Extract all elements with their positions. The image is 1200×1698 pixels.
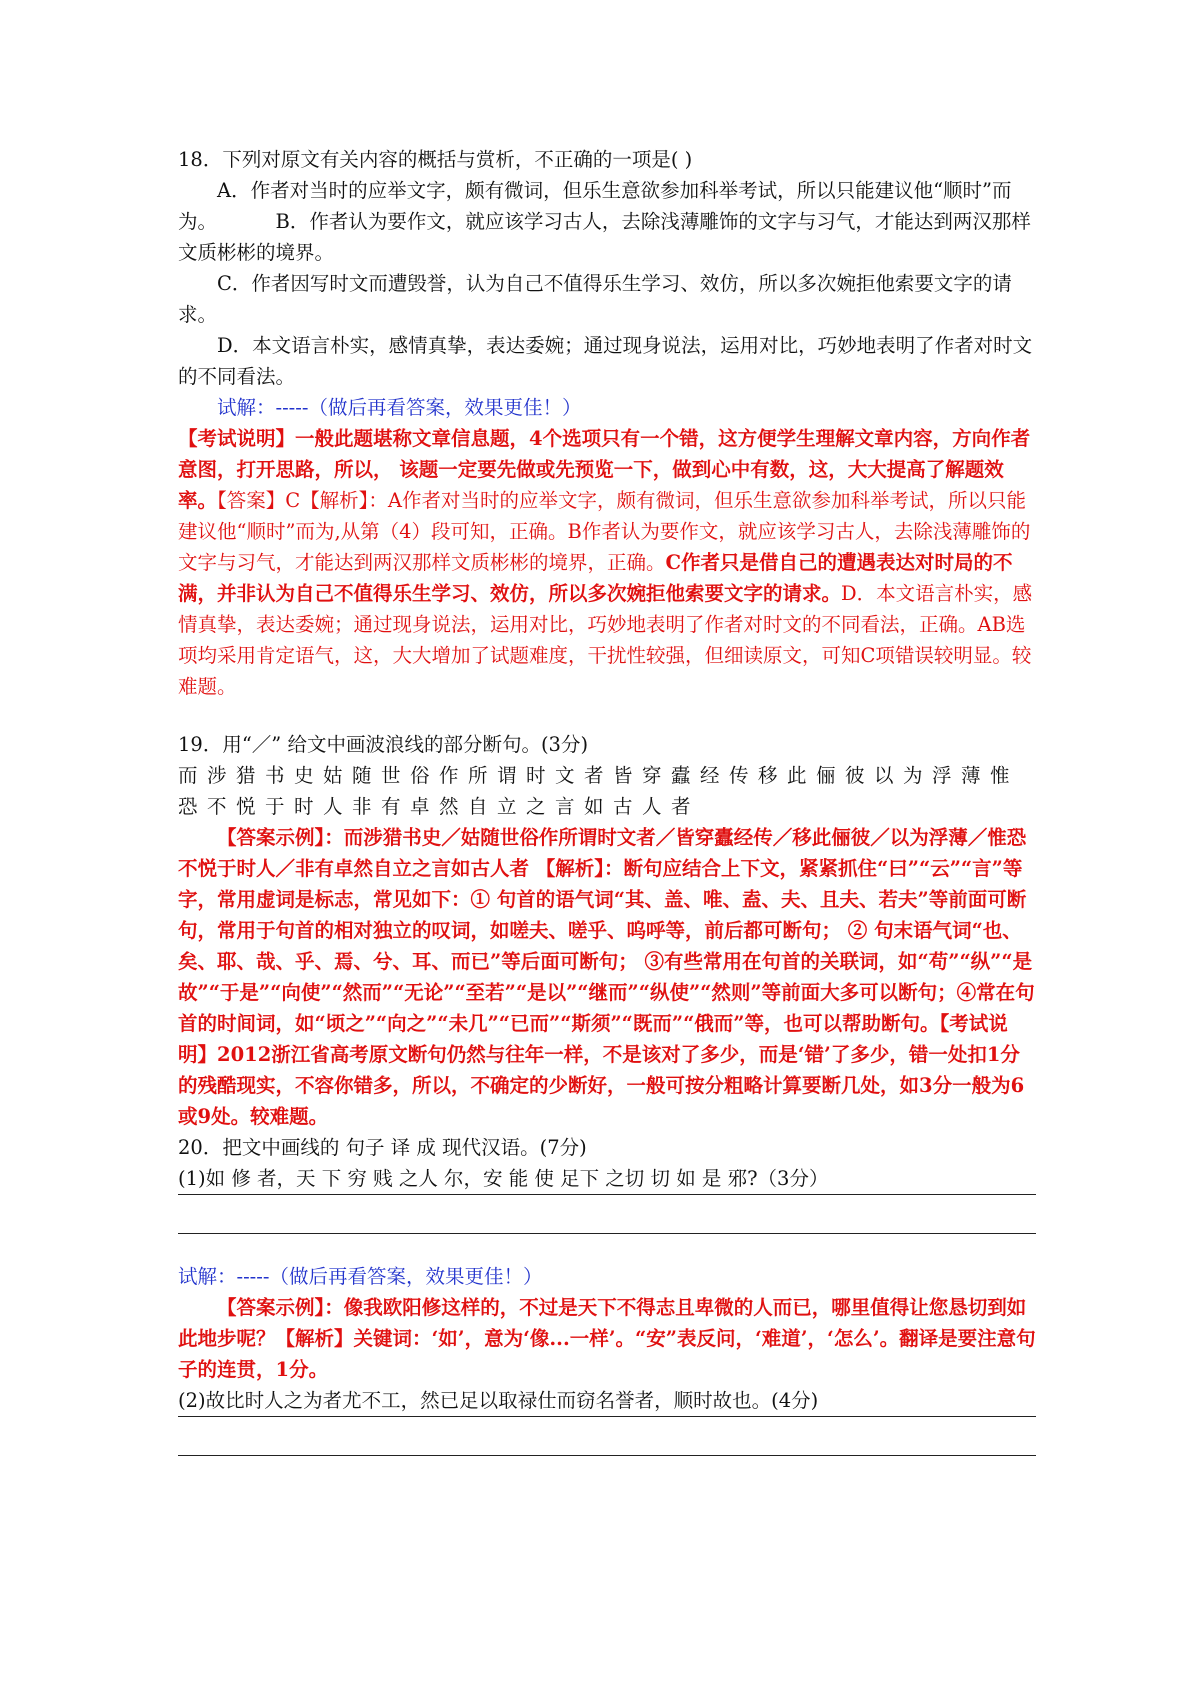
- spacer: [178, 1234, 1036, 1261]
- spacer: [178, 702, 1036, 729]
- q18-answer-d: D．本文语言朴实，感情真挚，表达委婉；通过现身说法，运用对比，巧妙地表明了作者对时文的不同看法，正确。AB选项均采用肯定语气，这，大大增加了试题难度，干扰性较强，但细读原文，可知C项错误较明显。较难题。: [178, 582, 1033, 698]
- q19-answer: 【答案示例】：而涉猎书史／姑随世俗作所谓时文者／皆穿蠹经传／移此俪彼／以为浮薄／惟恐不悦于时人／非有卓然自立之言如古人者 【解析】：断句应结合上下文，紧紧抓住“曰”“云”“言”等字，常用虚词是标志，常见如下：① 句首的语气词“其、盖、唯、盍、夫、且夫、若夫”等前面可断句，常用于句首的相对独立的叹词，如嗟夫、嗟乎、呜呼等，前后都可断句； ② 句末语气词“也、矣、耶、哉、乎、焉、兮、耳、而已”等后面可断句； ③有些常用在句首的关联词，如“苟”“纵”“是故”“于是”“向使”“然而”“无论”“至若”“是以”“继而”“纵使”“然则”等前面大多可以断句；④常在句首的时间词，如“顷之”“向之”“未几”“已而”“斯须”“既而”“俄而”等，也可以帮助断句。【考试说明】2012浙江省高考原文断句仍然与往年一样，不是该对了多少，而是‘错’了多少，错一处扣1分的残酷现实，不容你错多，所以，不确定的少断好，一般可按分粗略计算要断几处，如3分一般为6或9处。较难题。: [178, 826, 1035, 1128]
- answer-blank-line: [178, 1195, 1036, 1234]
- q20-sentence-2: (2)故比时人之为者尤不工，然已足以取禄仕而窃名誉者，顺时故也。(4分): [178, 1385, 1036, 1417]
- q20-hint: 试解：-----（做后再看答案，效果更佳！）: [178, 1265, 543, 1288]
- q20-answer-1: 【答案示例】：像我欧阳修这样的，不过是天下不得志且卑微的人而已，哪里值得让您恳切到如此地步呢？【解析】关键词：‘如’，意为‘像...一样’。“安”表反问，‘难道’，‘怎么’。翻译是要注意句子的连贯，1分。: [178, 1296, 1036, 1381]
- q18-hint: 试解：-----（做后再看答案，效果更佳！）: [217, 396, 582, 419]
- document-page: [178, 144, 1036, 1456]
- q18-options-ab: [178, 175, 1036, 268]
- q18-option-a: A．作者对当时的应举文字，颇有微词，但乐生意欲参加科举考试，所以只能建议他“顺时”而为。: [178, 179, 1012, 233]
- q18-answer-c: C作者只是借自己的遭遇表达对时局的不满，并非认为自己不值得乐生学习、效仿，所以多次婉拒他索要文字的请求。: [178, 551, 1013, 605]
- q19-stem: 19．用“／” 给文中画波浪线的部分断句。(3分): [178, 733, 589, 756]
- answer-blank-line: [178, 1417, 1036, 1456]
- q18-exam-note: 【考试说明】一般此题堪称文章信息题，4个选项只有一个错，这方便学生理解文章内容，方向作者意图，打开思路，所以， 该题一定要先做或先预览一下，做到心中有数，这，大大提高了解题效率。: [178, 427, 1031, 512]
- q18-answer: [178, 423, 1036, 702]
- q18-stem: 18．下列对原文有关内容的概括与赏析，不正确的一项是( ): [178, 148, 693, 171]
- q19-passage: 而涉猎书史姑随世俗作所谓时文者皆穿蠹经传移此俪彼以为浮薄惟恐不悦于时人非有卓然自立之言如古人者: [178, 764, 1020, 818]
- q20-stem: 20．把文中画线的 句子 译 成 现代汉语。(7分): [178, 1136, 587, 1159]
- q18-answer-analysis: 【答案】C【解析】：A作者对当时的应举文字，颇有微词，但乐生意欲参加科举考试，所以只能建议他“顺时”而为,从第（4）段可知，正确。B作者认为要作文，就应该学习古人，去除浅薄雕饰的文字与习气，才能达到两汉那样文质彬彬的境界，正确。: [178, 489, 1031, 574]
- q20-sentence-1: (1)如 修 者，天 下 穷 贱 之人 尔，安 能 使 足下 之切 切 如 是 邪?（3分）: [178, 1163, 1036, 1195]
- q18-option-d: D．本文语言朴实，感情真挚，表达委婉；通过现身说法，运用对比，巧妙地表明了作者对时文的不同看法。: [178, 334, 1033, 388]
- q18-option-b: B．作者认为要作文，就应该学习古人，去除浅薄雕饰的文字与习气，才能达到两汉那样文质彬彬的境界。: [178, 210, 1031, 264]
- q18-option-c: C．作者因写时文而遭毁誉，认为自己不值得乐生学习、效仿，所以多次婉拒他索要文字的请求。: [178, 272, 1012, 326]
